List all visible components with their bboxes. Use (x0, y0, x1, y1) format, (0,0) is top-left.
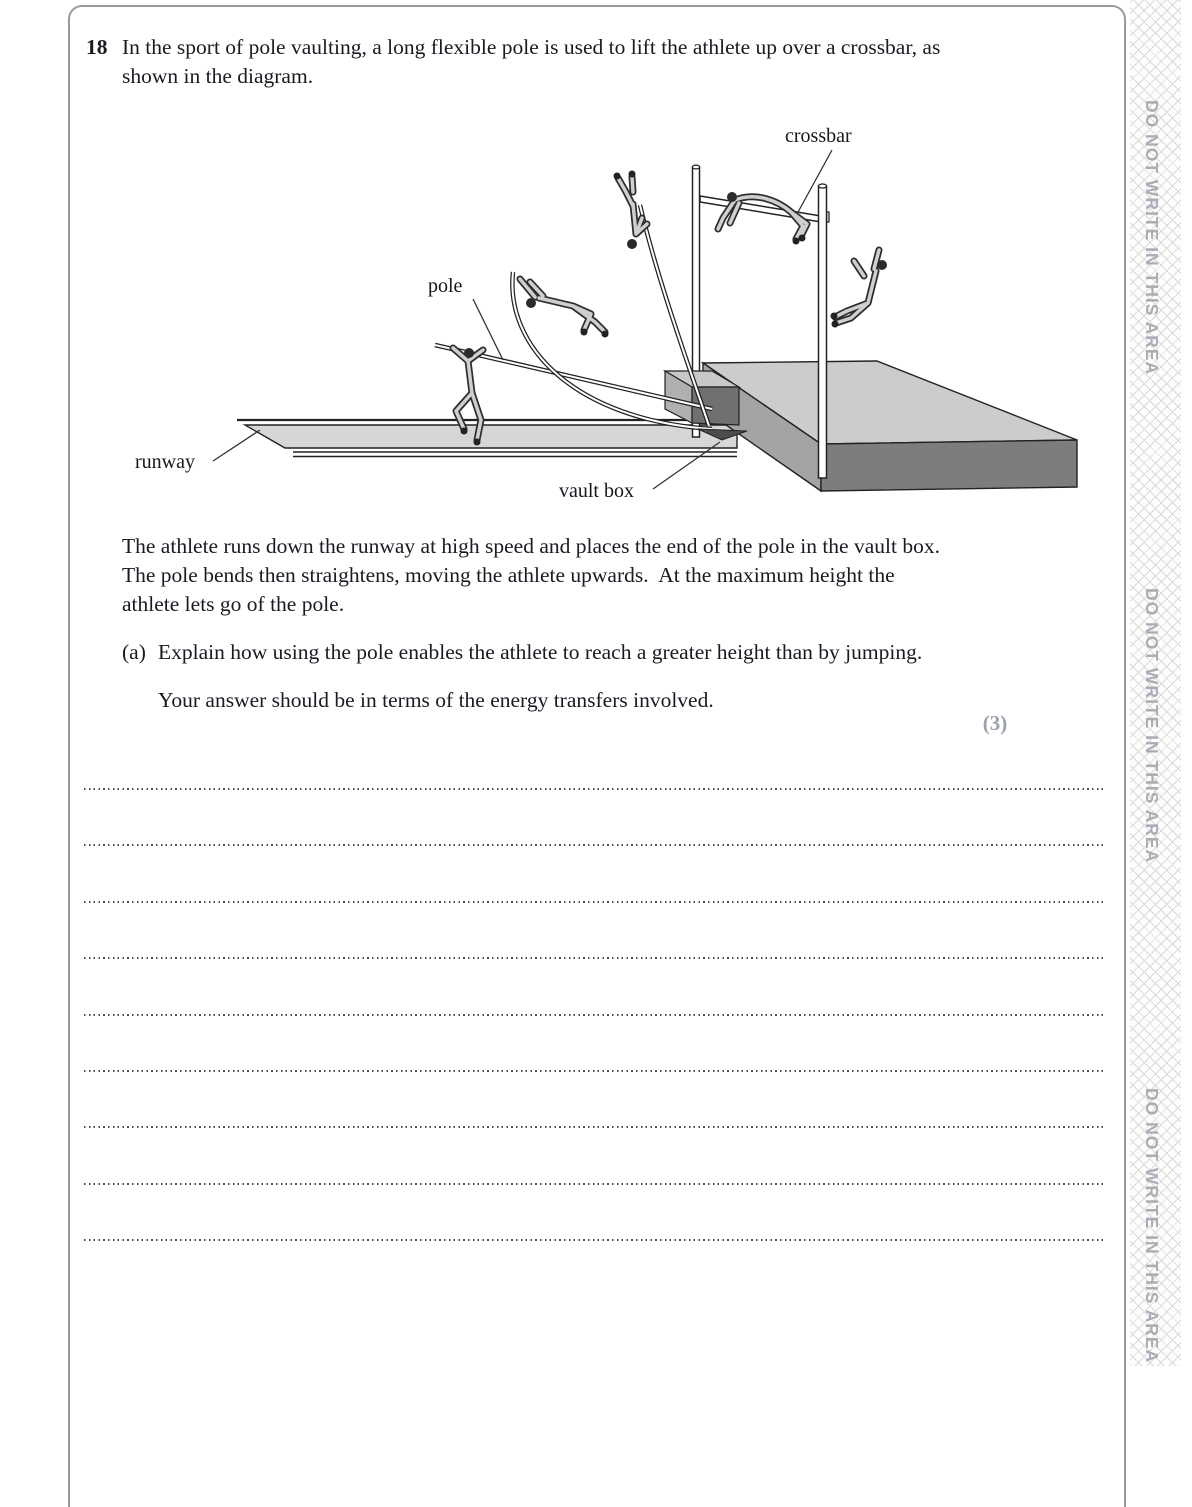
marks-badge: (3) (982, 711, 1008, 735)
answer-line[interactable] (84, 1183, 1105, 1185)
answer-line[interactable] (84, 1070, 1105, 1072)
answer-lines (84, 788, 1105, 1296)
margin-notice: DO NOT WRITE IN THIS AREA (1142, 1088, 1162, 1364)
label-crossbar: crossbar (785, 125, 852, 147)
answer-line[interactable] (84, 844, 1105, 846)
answer-line[interactable] (84, 1239, 1105, 1241)
label-runway: runway (135, 451, 195, 473)
part-a-label: (a) (122, 640, 146, 664)
question-description: The athlete runs down the runway at high speed and places the end of the pole in the vault box. The pole bends then straightens, moving the athlete upwards. At the maximum height the athlete lets go of the pole. (122, 534, 951, 616)
runway-shape (237, 420, 737, 457)
athlete-falling (831, 250, 888, 328)
answer-line[interactable] (84, 957, 1105, 959)
answer-line[interactable] (84, 1014, 1105, 1016)
margin-notice: DO NOT WRITE IN THIS AREA (1142, 588, 1162, 864)
answer-line[interactable] (84, 788, 1105, 790)
question-number: 18 (86, 35, 108, 59)
runway-leader-line (213, 430, 260, 461)
athlete-over-bar (718, 192, 807, 245)
label-pole: pole (428, 275, 463, 297)
right-upright (819, 184, 827, 478)
part-a-note: Your answer should be in terms of the energy transfers involved. (158, 688, 714, 712)
landing-mat (703, 361, 1077, 491)
label-vault-box: vault box (559, 480, 634, 502)
question-intro: In the sport of pole vaulting, a long flexible pole is used to lift the athlete up over a crossbar, as shown in the diagram. (122, 35, 946, 88)
margin-notice: DO NOT WRITE IN THIS AREA (1142, 100, 1162, 376)
answer-line[interactable] (84, 1126, 1105, 1128)
answer-line[interactable] (84, 901, 1105, 903)
pole-vault-diagram (135, 112, 1085, 512)
athlete-on-bent-pole (520, 279, 609, 338)
part-a-prompt: Explain how using the pole enables the athlete to reach a greater height than by jumping. (158, 640, 923, 664)
vault-box-leader-line (653, 442, 720, 489)
